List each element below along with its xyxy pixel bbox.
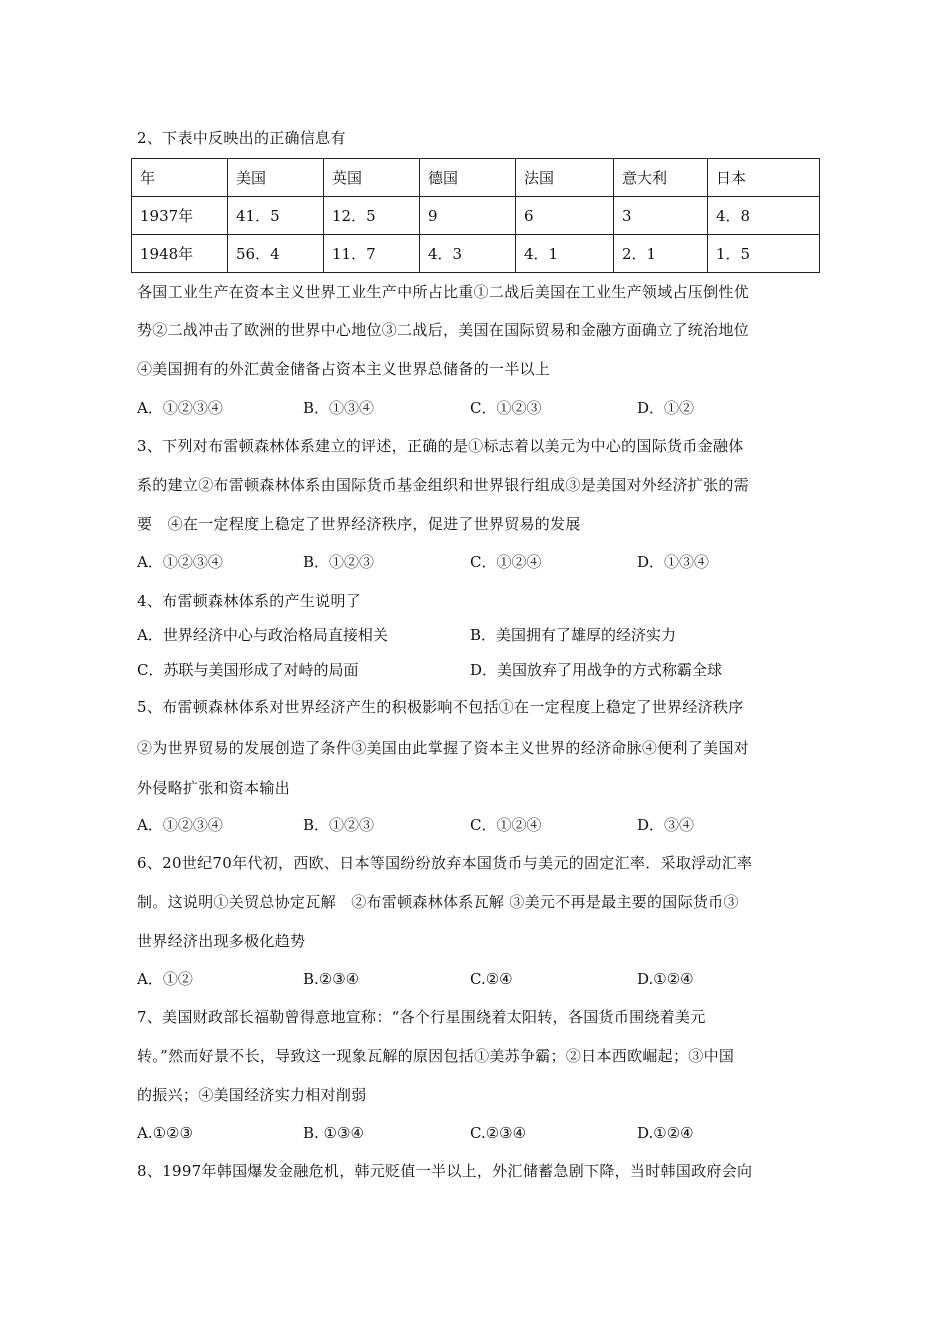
option-b[interactable]: B.②③④ — [303, 970, 360, 988]
table-cell: 9 — [420, 197, 516, 235]
q7-text-line: 的振兴；④美国经济实力相对削弱 — [137, 1086, 367, 1104]
option-d[interactable]: D．①③④ — [637, 553, 710, 571]
option-a[interactable]: A．①② — [137, 970, 193, 988]
table-cell: 41．5 — [228, 197, 324, 235]
table-header-cell: 英国 — [324, 159, 420, 197]
q6-text-line: 世界经济出现多极化趋势 — [137, 932, 306, 950]
q6-text-line: 6、20世纪70年代初，西欧、日本等国纷纷放弃本国货币与美元的固定汇率．采取浮动汇率 — [137, 854, 753, 872]
option-c[interactable]: C．苏联与美国形成了对峙的局面 — [137, 661, 359, 679]
industry-share-table — [131, 158, 820, 273]
option-a[interactable]: A．世界经济中心与政治格局直接相关 — [137, 626, 388, 644]
q2-text-line: 势②二战冲击了欧洲的世界中心地位③二战后，美国在国际贸易和金融方面确立了统治地位 — [137, 321, 750, 339]
option-d[interactable]: D.①②④ — [637, 970, 694, 988]
q5-text-line: 外侵略扩张和资本输出 — [137, 779, 291, 797]
q6-text-line: 制。这说明①关贸总协定瓦解 ②布雷顿森林体系瓦解 ③美元不再是最主要的国际货币③ — [137, 893, 739, 911]
table-header-cell: 意大利 — [614, 159, 708, 197]
table-cell: 12．5 — [324, 197, 420, 235]
table-cell: 3 — [614, 197, 708, 235]
table-cell: 56．4 — [228, 235, 324, 273]
table-cell: 2．1 — [614, 235, 708, 273]
option-c[interactable]: C.②③④ — [470, 1124, 527, 1142]
option-d[interactable]: D．③④ — [637, 816, 695, 834]
table-row — [132, 235, 820, 273]
option-d[interactable]: D.①②④ — [637, 1124, 694, 1142]
q3-text-line: 3、下列对布雷顿森林体系建立的评述，正确的是①标志着以美元为中心的国际货币金融体 — [137, 437, 744, 455]
q2-text-line: 各国工业生产在资本主义世界工业生产中所占比重①二战后美国在工业生产领域占压倒性优 — [137, 283, 750, 301]
option-a[interactable]: A．①②③④ — [137, 816, 223, 834]
table-cell: 1．5 — [708, 235, 820, 273]
option-a[interactable]: A.①②③ — [137, 1124, 193, 1142]
option-b[interactable]: B. ①③④ — [303, 1124, 364, 1142]
q4-stem: 4、布雷顿森林体系的产生说明了 — [137, 592, 362, 610]
table-header-row — [132, 159, 820, 197]
q2-stem: 2、下表中反映出的正确信息有 — [137, 129, 346, 147]
option-c[interactable]: C．①②④ — [470, 553, 542, 571]
option-d[interactable]: D．美国放弃了用战争的方式称霸全球 — [470, 661, 723, 679]
q7-text-line: 7、美国财政部长福勒曾得意地宣称：“各个行星围绕着太阳转，各国货币围绕着美元 — [137, 1008, 706, 1026]
q5-text-line: ②为世界贸易的发展创造了条件③美国由此掌握了资本主义世界的经济命脉④便利了美国对 — [137, 739, 750, 757]
table-header-cell: 法国 — [516, 159, 614, 197]
option-c[interactable]: C．①②③ — [470, 399, 542, 417]
option-a[interactable]: A．①②③④ — [137, 399, 223, 417]
table-cell: 6 — [516, 197, 614, 235]
table-cell: 11．7 — [324, 235, 420, 273]
table-header-cell: 德国 — [420, 159, 516, 197]
option-c[interactable]: C．①②④ — [470, 816, 542, 834]
table-cell: 4．8 — [708, 197, 820, 235]
table-header-cell: 日本 — [708, 159, 820, 197]
q3-text-line: 系的建立②布雷顿森林体系由国际货币基金组织和世界银行组成③是美国对外经济扩张的需 — [137, 476, 750, 494]
table-cell: 4．3 — [420, 235, 516, 273]
table-row — [132, 197, 820, 235]
option-a[interactable]: A．①②③④ — [137, 553, 223, 571]
option-b[interactable]: B．①②③ — [303, 816, 375, 834]
option-b[interactable]: B．①②③ — [303, 553, 375, 571]
q7-text-line: 转。”然而好景不长，导致这一现象瓦解的原因包括①美苏争霸；②日本西欧崛起；③中国 — [137, 1047, 735, 1065]
table-cell: 1948年 — [132, 235, 228, 273]
table-header-cell: 年 — [132, 159, 228, 197]
table-cell: 1937年 — [132, 197, 228, 235]
option-d[interactable]: D．①② — [637, 399, 695, 417]
option-c[interactable]: C.②④ — [470, 970, 513, 988]
option-b[interactable]: B．美国拥有了雄厚的经济实力 — [470, 626, 677, 644]
q2-text-line: ④美国拥有的外汇黄金储备占资本主义世界总储备的一半以上 — [137, 360, 551, 378]
option-b[interactable]: B．①③④ — [303, 399, 375, 417]
table-cell: 4．1 — [516, 235, 614, 273]
q3-text-line: 要 ④在一定程度上稳定了世界经济秩序，促进了世界贸易的发展 — [137, 515, 581, 533]
q8-text-line: 8、1997年韩国爆发金融危机，韩元贬值一半以上，外汇储蓄急剧下降，当时韩国政府会向 — [137, 1162, 753, 1180]
table-header-cell: 美国 — [228, 159, 324, 197]
q5-text-line: 5、布雷顿森林体系对世界经济产生的积极影响不包括①在一定程度上稳定了世界经济秩序 — [137, 698, 744, 716]
